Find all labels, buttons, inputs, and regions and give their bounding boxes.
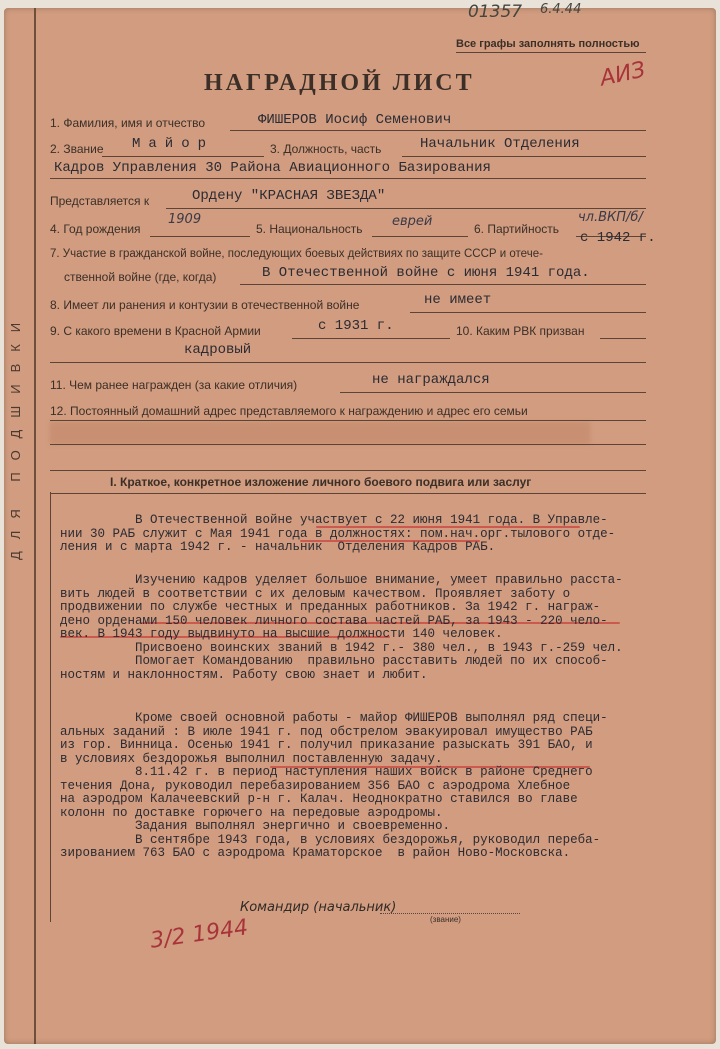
signature-label: Командир (начальник) bbox=[240, 900, 397, 915]
page-title: НАГРАДНОЙ ЛИСТ bbox=[204, 70, 475, 96]
signature-sub-label: (звание) bbox=[430, 915, 461, 924]
field-2-line bbox=[102, 156, 264, 157]
body-paragraph-1: В Отечественной войне участвует с 22 июня 1941 года. В Управле- нии 30 РАБ служит с Мая 1941 года в должностях: пом.нач.орг.тылового отде- ления и с марта 1942 г. - начальник Отделения Кадров РАБ. bbox=[60, 513, 616, 554]
field-9-value: с 1931 г. bbox=[318, 318, 394, 334]
field-7-value: В Отечественной войне с июня 1941 года. bbox=[262, 265, 590, 281]
field-4-label: 4. Год рождения bbox=[50, 222, 141, 236]
field-7-label: 7. Участие в гражданской войне, последующих боевых действиях по защите СССР и отече- bbox=[50, 248, 543, 260]
field-12-line-2 bbox=[50, 444, 646, 445]
field-4-line bbox=[150, 236, 250, 237]
field-11-line bbox=[340, 392, 646, 393]
presented-to-label: Представляется к bbox=[50, 194, 150, 208]
spine-label: ДЛЯ ПОДШИВКИ bbox=[8, 310, 23, 560]
field-11-label: 11. Чем ранее награжден (за какие отличия) bbox=[50, 378, 298, 392]
field-6-value-2: с 1942 г. bbox=[580, 230, 656, 246]
field-2-value: Майор bbox=[132, 136, 215, 152]
field-12-line bbox=[50, 420, 646, 421]
field-4-value: 1909 bbox=[168, 212, 202, 227]
section-title: I. Краткое, конкретное изложение личного боевого подвига или заслуг bbox=[110, 475, 532, 489]
field-1-value: ФИШЕРОВ Иосиф Семенович bbox=[258, 112, 452, 128]
body-paragraph-2: Изучению кадров уделяет большое внимание, умеет правильно расста- вить людей в соответствии с их деловым качеством. Проявляет заботу о продвижении по службе честных и преданных работников. За 1942 г. награж- дено орденами 150 человек личного состава частей РАБ, за 1943 - 220 чело- век. В 1943 году выдвинуто на высшие должности 140 человек. Присвоено воинских званий в 1942 г.- 380 чел., в 1943 г.-259 чел. Помогает Командованию правильно расставить людей по их способ- ностям и наклонностям. Работу свою знает и любит. bbox=[60, 573, 623, 682]
body-paragraph-3: Кроме своей основной работы - майор ФИШЕРОВ выполнял ряд специ- альных заданий : В июле 1941 г. под обстрелом эвакуировал имущество РАБ из гор. Винница. Осенью 1941 г. получил приказание разыскать 391 БАО, и в условиях бездорожья выполнил поставленную задачу. 8.11.42 г. в период наступления наших войск в районе Среднего течения Дона, руководил перебазированием 356 БАО с аэродрома Хлебное на аэродром Калачеевский р-н г. Калач. Неоднократно ставился во главе колонн по доставке горючего на передовые аэродромы. Задания выполнял энергично и своевременно. В сентябре 1943 года, в условиях бездорожья, руководил перeба- зированием 763 БАО с аэродрома Краматорское в район Ново-Московска. bbox=[60, 711, 608, 860]
field-5-line bbox=[372, 236, 468, 237]
field-9-value-2: кадровый bbox=[184, 342, 252, 358]
field-3-line-2 bbox=[50, 178, 646, 179]
field-3-value-2: Кадров Управления 30 Района Авиационного Базирования bbox=[54, 160, 491, 176]
signature-line bbox=[380, 913, 520, 914]
section-left-rule bbox=[50, 492, 51, 922]
field-5-label: 5. Национальность bbox=[256, 222, 363, 236]
redacted-address bbox=[50, 422, 590, 444]
field-3-line bbox=[402, 156, 646, 157]
field-10-label: 10. Каким РВК призван bbox=[456, 324, 585, 338]
field-8-value: не имеет bbox=[424, 292, 492, 308]
archive-ref-date: 6.4.44 bbox=[540, 2, 582, 17]
field-5-value: еврей bbox=[392, 214, 433, 229]
field-9-line bbox=[292, 338, 450, 339]
fill-all-fields-notice: Все графы заполнять полностью bbox=[456, 38, 640, 50]
field-1-label: 1. Фамилия, имя и отчество bbox=[50, 116, 206, 130]
field-10-line bbox=[600, 338, 646, 339]
handwritten-date: 3/2 1944 bbox=[148, 915, 250, 954]
field-6-label: 6. Партийность bbox=[474, 222, 560, 236]
field-9-label: 9. С какого времени в Красной Армии bbox=[50, 324, 261, 338]
field-6-value: чл.ВКП/б/ bbox=[578, 210, 643, 225]
field-7-line bbox=[240, 284, 646, 285]
notice-underline bbox=[456, 52, 646, 53]
presented-to-value: Ордену "КРАСНАЯ ЗВЕЗДА" bbox=[192, 188, 386, 204]
presented-to-line bbox=[166, 208, 646, 209]
field-9-line-2 bbox=[50, 362, 646, 363]
field-7-label-2: ственной войне (где, когда) bbox=[64, 270, 217, 284]
field-8-line bbox=[410, 312, 646, 313]
archive-ref-number: 01357 bbox=[468, 2, 523, 22]
field-11-value: не награждался bbox=[372, 372, 490, 388]
field-2-label: 2. Звание bbox=[50, 142, 104, 156]
field-8-label: 8. Имеет ли ранения и контузии в отечественной войне bbox=[50, 298, 360, 312]
field-3-value: Начальник Отделения bbox=[420, 136, 580, 152]
corner-marks: АИЗ bbox=[597, 57, 648, 92]
field-3-label: 3. Должность, часть bbox=[270, 142, 382, 156]
field-12-label: 12. Постоянный домашний адрес представляемого к награждению и адрес его семьи bbox=[50, 404, 528, 418]
field-1-line bbox=[230, 130, 646, 131]
